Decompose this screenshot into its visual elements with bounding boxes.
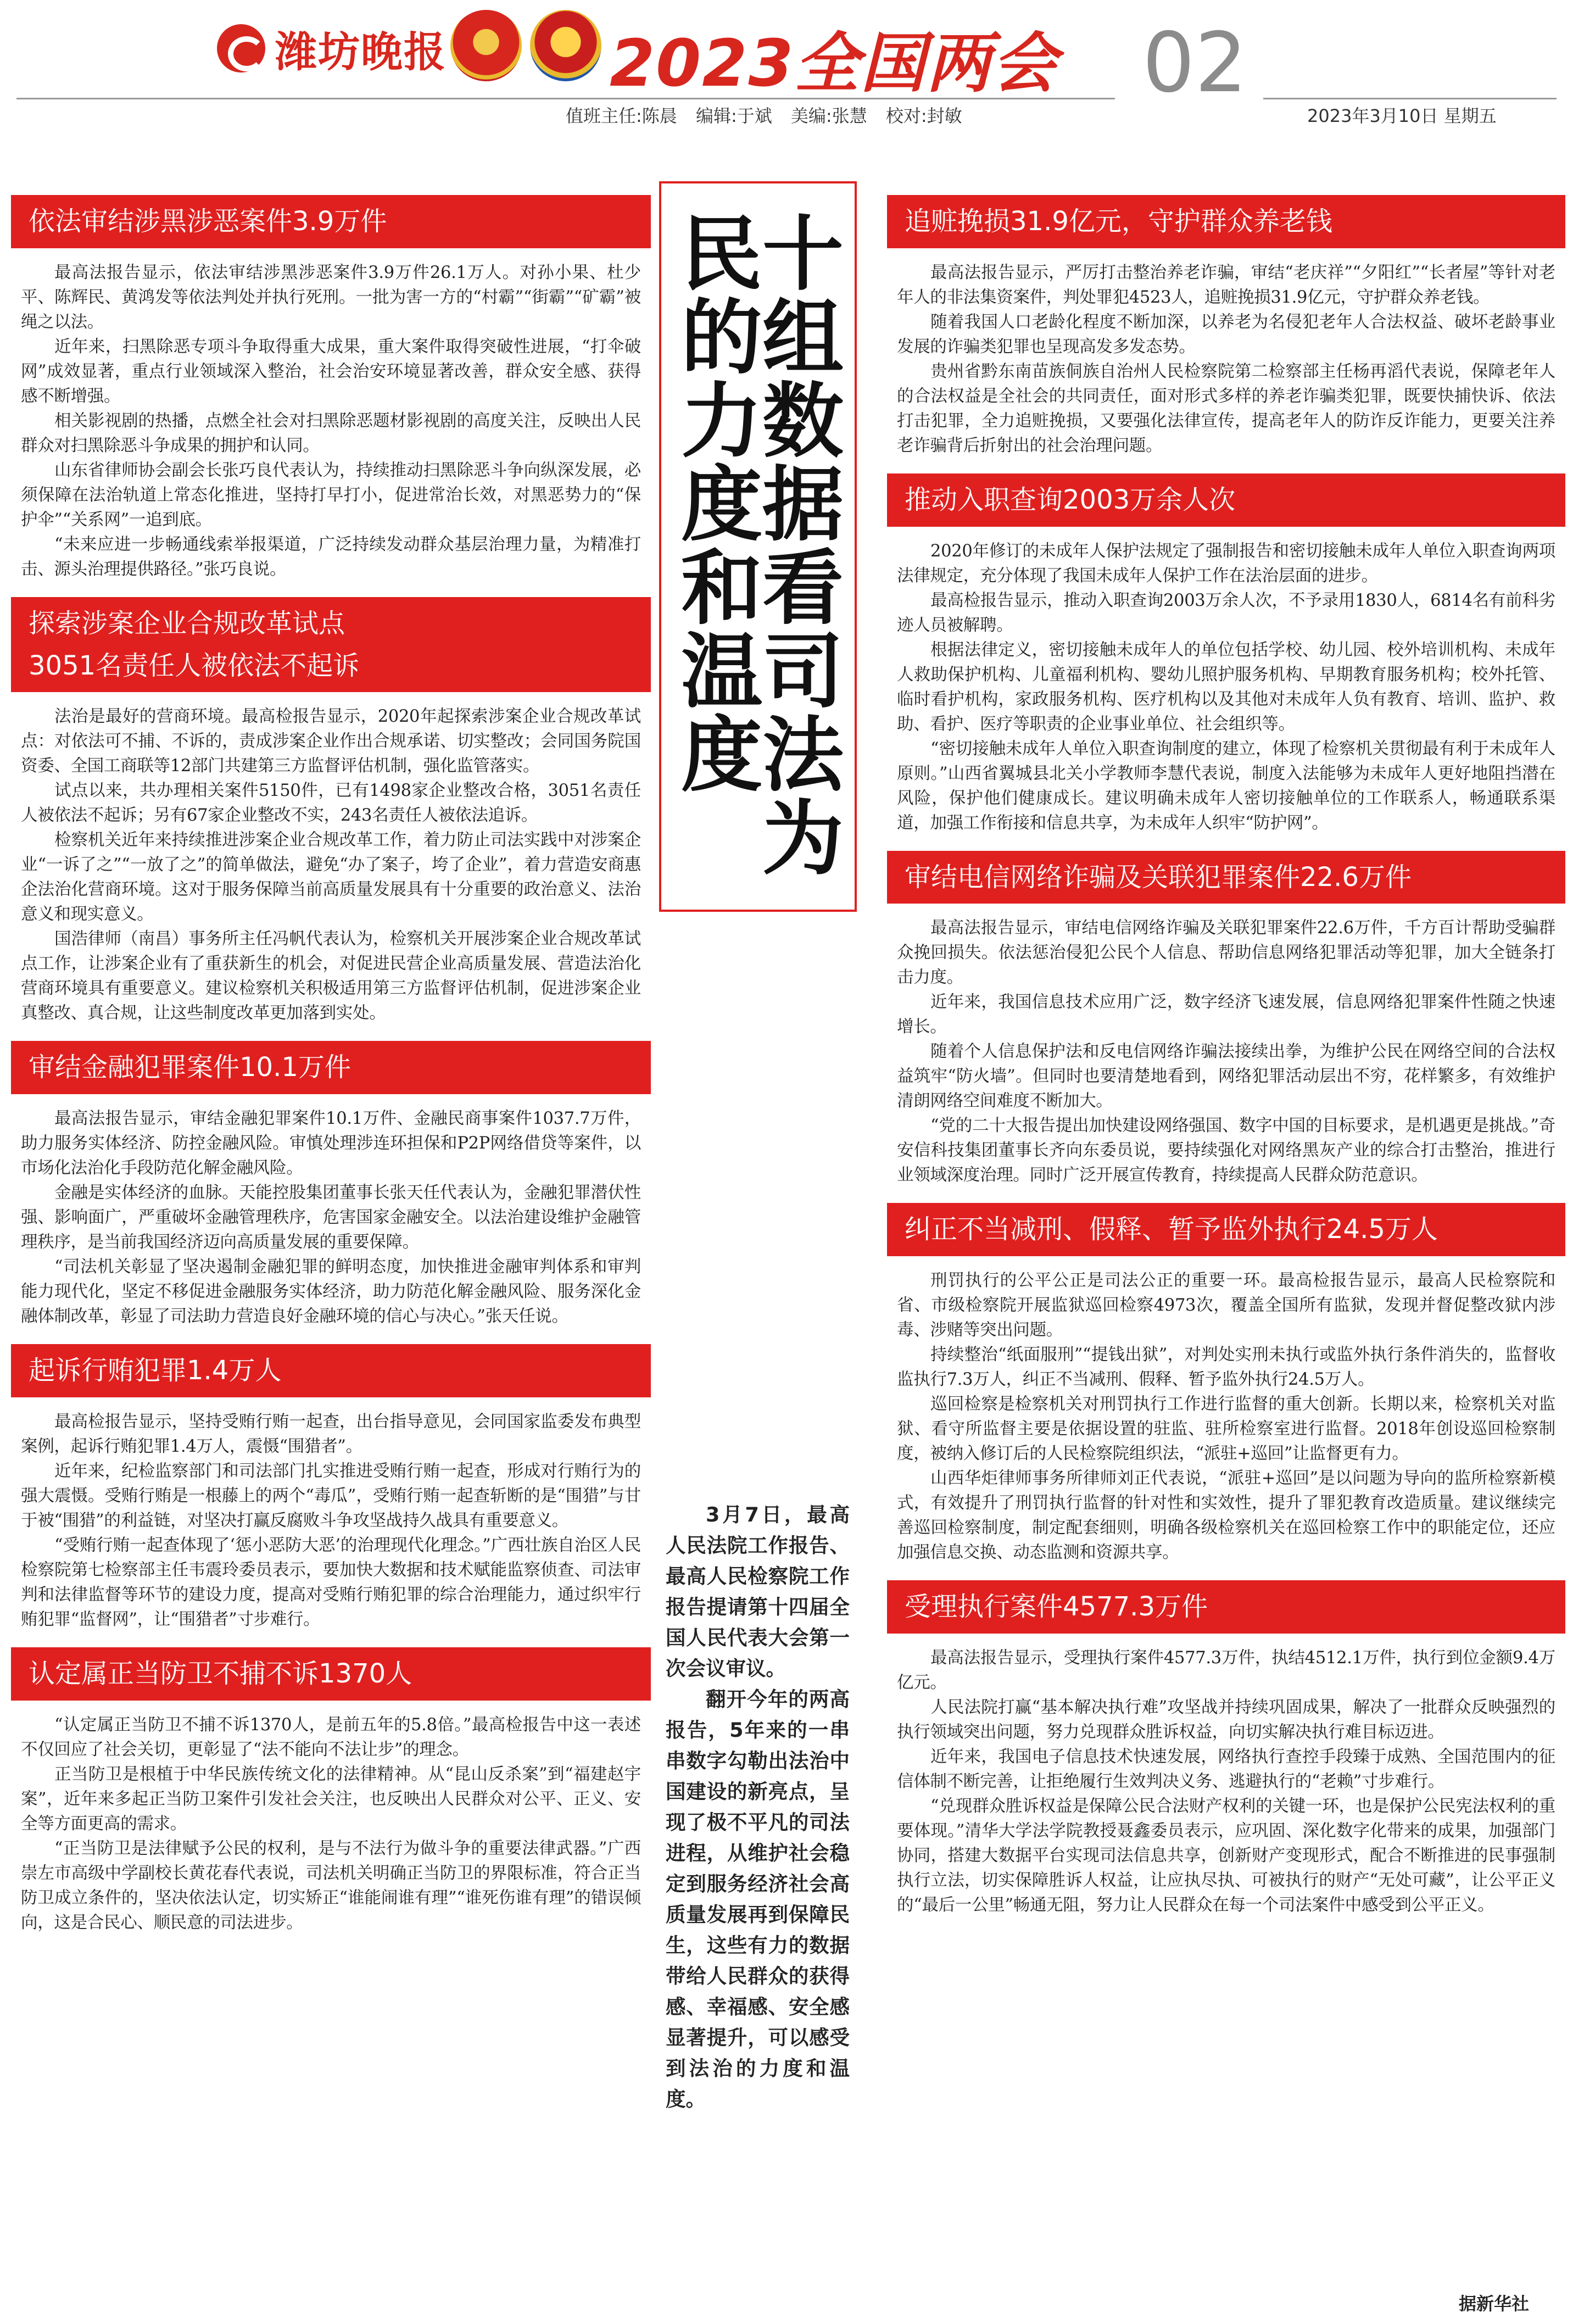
paragraph: 最高法报告显示，审结金融犯罪案件10.1万件、金融民商事案件1037.7万件，助力服务实体经济、防控金融风险。审慎处理涉连环担保和P2P网络借贷等案件，以市场化法治化手段防范化解金融风险。 bbox=[21, 1109, 641, 1178]
section-title-bar bbox=[11, 195, 651, 248]
section-subtitle: 3051名责任人被依法不起诉 bbox=[29, 650, 360, 681]
paragraph: 金融是实体经济的血脉。天能控股集团董事长张天任代表认为，金融犯罪潜伏性强、影响面广，严重破坏金融管理秩序，危害国家金融安全。以法治建设维护金融管理秩序，是当前我国经济迈向高质量发展的重要保障。 bbox=[21, 1183, 641, 1252]
paragraph: 国浩律师（南昌）事务所主任冯帆代表认为，检察机关开展涉案企业合规改革试点工作，让涉案企业有了重获新生的机会，对促进民营企业高质量发展、营造法治化营商环境具有重要意义。建议检察机关积极适用第三方监督评估机制，促进涉案企业真整改、真合规，让这些制度改革更加落到实处。 bbox=[21, 929, 641, 1023]
section-title-bar bbox=[887, 1203, 1565, 1256]
section-title: 受理执行案件4577.3万件 bbox=[905, 1591, 1208, 1623]
paragraph: “兑现群众胜诉权益是保障公民合法财产权利的关键一环，也是保护公民宪法权利的重要体现。”清华大学法学院教授聂鑫委员表示，应巩固、深化数字化带来的成果，加强部门协同，搭建大数据平台实现司法信息共享，创新财产变现形式，配合不断推进的民事强制执行立法，切实保障胜诉人权益，让应执尽执、可被执行的财产“无处可藏”，让公平正义的“最后一公里”畅通无阻，努力让人民群众在每一个司法案件中感受到公平正义。 bbox=[897, 1796, 1555, 1915]
section-title: 审结电信网络诈骗及关联犯罪案件22.6万件 bbox=[905, 861, 1412, 893]
section-title: 纠正不当减刑、假释、暂予监外执行24.5万人 bbox=[905, 1214, 1438, 1245]
masthead bbox=[0, 0, 1573, 137]
paragraph: 巡回检察是检察机关对刑罚执行工作进行监督的重大创新。长期以来，检察机关对监狱、看守所监督主要是依据设置的驻监、驻所检察室进行监督。2018年创设巡回检察制度，被纳入修订后的人民检察院组织法，“派驻+巡回”让监督更有力。 bbox=[897, 1395, 1555, 1464]
section-title-bar bbox=[11, 1344, 651, 1397]
paragraph: 近年来，我国信息技术应用广泛，数字经济飞速发展，信息网络犯罪案件性随之快速增长。 bbox=[897, 993, 1555, 1037]
paragraph: “受贿行贿一起查体现了‘惩小恶防大恶’的治理现代化理念。”广西壮族自治区人民检察院第七检察部主任韦震玲委员表示，要加快大数据和技术赋能监察侦查、司法审判和法律监督等环节的建设力度，提高对受贿行贿犯罪的综合治理能力，通过织牢行贿犯罪“监督网”，让“围猎者”寸步难行。 bbox=[21, 1535, 641, 1629]
lead-text bbox=[666, 1500, 850, 2115]
right-column bbox=[887, 195, 1565, 2315]
source-credit: 据新华社 bbox=[1458, 2293, 1529, 2314]
section-title: 认定属正当防卫不捕不诉1370人 bbox=[29, 1658, 412, 1689]
national-emblem-icon bbox=[450, 10, 522, 81]
article-section bbox=[887, 851, 1565, 1188]
section-title-bar bbox=[11, 1647, 651, 1701]
paragraph: 人民法院打赢“基本解决执行难”攻坚战并持续巩固成果，解决了一批群众反映强烈的执行领域突出问题，努力兑现群众胜诉权益，向切实解决执行难目标迈进。 bbox=[897, 1697, 1555, 1742]
paragraph: 山东省律师协会副会长张巧良代表认为，持续推动扫黑除恶斗争向纵深发展，必须保障在法治轨道上常态化推进，坚持打早打小，促进常治长效，对黑恶势力的“保护伞”“关系网”一追到底。 bbox=[21, 460, 641, 530]
article-section bbox=[11, 195, 651, 582]
paragraph: “未来应进一步畅通线索举报渠道，广泛持续发动群众基层治理力量，为精准打击、源头治理提供路径。”张巧良说。 bbox=[21, 534, 641, 579]
section-title: 审结金融犯罪案件10.1万件 bbox=[29, 1052, 351, 1083]
section-title: 推动入职查询2003万余人次 bbox=[905, 484, 1236, 515]
paragraph: 相关影视剧的热播，点燃全社会对扫黑除恶题材影视剧的高度关注，反映出人民群众对扫黑除恶斗争成果的拥护和认同。 bbox=[21, 411, 641, 455]
paragraph: 贵州省黔东南苗族侗族自治州人民检察院第二检察部主任杨再滔代表说，保障老年人的合法权益是全社会的共同责任，面对形式多样的养老诈骗类犯罪，既要快捕快诉、依法打击犯罪，全力追赃挽损，又要强化法律宣传，提高老年人的防诈反诈能力，更要关注养老诈骗背后折射出的社会治理问题。 bbox=[897, 361, 1555, 455]
paragraph: 最高法报告显示，审结电信网络诈骗及关联犯罪案件22.6万件，千方百计帮助受骗群众挽回损失。依法惩治侵犯公民个人信息、帮助信息网络犯罪活动等犯罪，加大全链条打击力度。 bbox=[897, 918, 1555, 988]
paragraph: 最高法报告显示，依法审结涉黑涉恶案件3.9万件26.1万人。对孙小果、杜少平、陈辉民、黄鸿发等依法判处并执行死刑。一批为害一方的“村霸”“街霸”“矿霸”被绳之以法。 bbox=[21, 263, 641, 332]
paragraph: 随着我国人口老龄化程度不断加深，以养老为名侵犯老年人合法权益、破坏老龄事业发展的诈骗类犯罪也呈现高发多发态势。 bbox=[897, 312, 1555, 356]
paragraph: 最高检报告显示，推动入职查询2003万余人次，不予录用1830人，6814名有前科劣迹人员被解聘。 bbox=[897, 590, 1555, 635]
paragraph: 根据法律定义，密切接触未成年人的单位包括学校、幼儿园、校外培训机构、未成年人救助保护机构、儿童福利机构、婴幼儿照护服务机构、早期教育服务机构；校外托管、临时看护机构，家政服务机构、医疗机构以及其他对未成年人负有教育、培训、监护、救助、看护、医疗等职责的企业事业单位、社会组织等。 bbox=[897, 640, 1555, 734]
paragraph: 最高法报告显示，受理执行案件4577.3万件，执结4512.1万件，执行到位金额9.4万亿元。 bbox=[897, 1648, 1555, 1692]
paragraph: “党的二十大报告提出加快建设网络强国、数字中国的目标要求，是机遇更是挑战。”奇安信科技集团董事长齐向东委员说，要持续强化对网络黑灰产业的综合打击整治，推进行业领域深度治理。同时广泛开展宣传教育，持续提高人民群众防范意识。 bbox=[897, 1116, 1555, 1185]
paper-logo bbox=[217, 15, 447, 81]
paragraph: 刑罚执行的公平公正是司法公正的重要一环。最高检报告显示，最高人民检察院和省、市级检察院开展监狱巡回检察4973次，覆盖全国所有监狱，发现并督促整改狱内涉毒、涉赌等突出问题。 bbox=[897, 1271, 1555, 1340]
article-section bbox=[11, 1344, 651, 1632]
paragraph: 近年来，扫黑除恶专项斗争取得重大成果，重大案件取得突破性进展，“打伞破网”成效显著，重点行业领域深入整治，社会治安环境显著改善，群众安全感、获得感不断增强。 bbox=[21, 337, 641, 406]
lead-paragraph: 翻开今年的两高报告，5年来的一串串数字勾勒出法治中国建设的新亮点，呈现了极不平凡的司法进程，从维护社会稳定到服务经济社会高质量发展再到保障民生，这些有力的数据带给人民群众的获得感、幸福感、安全感显著提升，可以感受到法治的力度和温度。 bbox=[666, 1687, 850, 2111]
section-title: 依法审结涉黑涉恶案件3.9万件 bbox=[29, 206, 387, 237]
section-title: 探索涉案企业合规改革试点 bbox=[29, 608, 345, 639]
lead-paragraph: 3月7日，最高人民法院工作报告、最高人民检察院工作报告提请第十四届全国人民代表大会第一次会议审议。 bbox=[666, 1503, 850, 1680]
paragraph: “认定属正当防卫不捕不诉1370人，是前五年的5.8倍。”最高检报告中这一表述不仅回应了社会关切，更彰显了“法不能向不法让步”的理念。 bbox=[21, 1715, 641, 1759]
publication-date: 2023年3月10日 星期五 bbox=[1307, 105, 1497, 126]
section-title-bar bbox=[11, 1041, 651, 1094]
left-column bbox=[11, 195, 651, 2315]
section-title-bar bbox=[887, 851, 1565, 904]
paragraph: 检察机关近年来持续推进涉案企业合规改革工作，着力防止司法实践中对涉案企业“一诉了之”“一放了之”的简单做法，避免“办了案子，垮了企业”，着力营造安商惠企法治化营商环境。这对于服务保障当前高质量发展具有十分重要的政治意义、法治意义和现实意义。 bbox=[21, 831, 641, 924]
article-section bbox=[887, 473, 1565, 835]
paragraph: 近年来，纪检监察部门和司法部门扎实推进受贿行贿一起查，形成对行贿行为的强大震慑。受贿行贿是一根藤上的两个“毒瓜”，受贿行贿一起查斩断的是“围猎”与甘于被“围猎”的利益链，对坚决打赢反腐败斗争攻坚战持久战具有重要意义。 bbox=[21, 1461, 641, 1530]
article-section bbox=[11, 1647, 651, 1935]
section-title: 追赃挽损31.9亿元，守护群众养老钱 bbox=[905, 206, 1332, 237]
staff-credits: 值班主任:陈晨 编辑:于斌 美编:张慧 校对:封敏 bbox=[566, 105, 962, 126]
paragraph: 正当防卫是根植于中华民族传统文化的法律精神。从“昆山反杀案”到“福建赵宇案”，近年来多起正当防卫案件引发社会关注，也反映出人民群众对公平、正义、安全等方面更高的需求。 bbox=[21, 1764, 641, 1833]
newspaper-logo-icon bbox=[217, 24, 265, 73]
paragraph: “司法机关彰显了坚决遏制金融犯罪的鲜明态度，加快推进金融审判体系和审判能力现代化，坚定不移促进金融服务实体经济，助力防范化解金融风险、服务深化金融体制改革，彰显了司法助力营造良好金融环境的信心与决心。”张天任说。 bbox=[21, 1257, 641, 1327]
page-headline: 十组数据看司法为民的力度和温度 bbox=[668, 211, 844, 879]
section-title-bar bbox=[887, 195, 1565, 248]
paragraph: 随着个人信息保护法和反电信网络诈骗法接续出拳，为维护公民在网络空间的合法权益筑牢“防火墙”。但同时也要清楚地看到，网络犯罪活动层出不穷，花样繁多，有效维护清朗网络空间难度不断加大。 bbox=[897, 1042, 1555, 1111]
paragraph: 山西华炬律师事务所律师刘正代表说，“派驻+巡回”是以问题为导向的监所检察新模式，有效提升了刑罚执行监督的针对性和实效性，提升了罪犯教育改造质量。建议继续完善巡回检察制度，制定配套细则，明确各级检察机关在巡回检察工作中的职能定位，还应加强信息交换、动态监测和资源共享。 bbox=[897, 1469, 1555, 1563]
paragraph: 持续整治“纸面服刑”“提钱出狱”，对判处实刑未执行或监外执行条件消失的，监督收监执行7.3万人，纠正不当减刑、假释、暂予监外执行24.5万人。 bbox=[897, 1345, 1555, 1390]
paragraph: 最高检报告显示，坚持受贿行贿一起查，出台指导意见，会同国家监委发布典型案例，起诉行贿犯罪1.4万人，震慑“围猎者”。 bbox=[21, 1412, 641, 1456]
article-section bbox=[11, 597, 651, 1026]
article-section bbox=[887, 195, 1565, 458]
paper-name: 潍坊晚报 bbox=[275, 27, 447, 76]
header-rule-right bbox=[1263, 98, 1557, 99]
paragraph: 法治是最好的营商环境。最高检报告显示，2020年起探索涉案企业合规改革试点：对依法可不捕、不诉的，责成涉案企业作出合规承诺、切实整改；会同国务院国资委、全国工商联等12部门共建第三方监督评估机制，强化监管落实。 bbox=[21, 707, 641, 776]
event-title: 2023全国两会 bbox=[610, 25, 1058, 101]
paragraph: “正当防卫是法律赋予公民的权利，是与不法行为做斗争的重要法律武器。”广西崇左市高级中学副校长黄花春代表说，司法机关明确正当防卫的界限标准，符合正当防卫成立条件的，坚决依法认定，切实矫正“谁能闹谁有理”“谁死伤谁有理”的错误倾向，这是合民心、顺民意的司法进步。 bbox=[21, 1838, 641, 1932]
article-section bbox=[887, 1203, 1565, 1565]
header-rule bbox=[16, 98, 1115, 99]
paragraph: 试点以来，共办理相关案件5150件，已有1498家企业整改合格，3051名责任人被依法不起诉；另有67家企业整改不实，243名责任人被依法追诉。 bbox=[21, 781, 641, 826]
section-title-bar bbox=[887, 473, 1565, 527]
section-title-bar bbox=[11, 597, 651, 693]
paragraph: 近年来，我国电子信息技术快速发展，网络执行查控手段臻于成熟、全国范围内的征信体制不断完善，让拒绝履行生效判决义务、逃避执行的“老赖”寸步难行。 bbox=[897, 1747, 1555, 1791]
cppcc-emblem-icon bbox=[530, 10, 601, 81]
paragraph: “密切接触未成年人单位入职查询制度的建立，体现了检察机关贯彻最有利于未成年人原则。”山西省翼城县北关小学教师李慧代表说，制度入法能够为未成年人更好地阻挡潜在风险，保护他们健康成长。建议明确未成年人密切接触单位的工作联系人，畅通联系渠道，加强工作衔接和信息共享，为未成年人织牢“防护网”。 bbox=[897, 739, 1555, 833]
article-section bbox=[11, 1041, 651, 1329]
paragraph: 最高法报告显示，严厉打击整治养老诈骗，审结“老庆祥”“夕阳红”“长者屋”等针对老年人的非法集资案件，判处罪犯4523人，追赃挽损31.9亿元，守护群众养老钱。 bbox=[897, 263, 1555, 307]
section-title: 起诉行贿犯罪1.4万人 bbox=[29, 1355, 282, 1386]
page-number: 02 bbox=[1142, 15, 1247, 111]
paragraph: 2020年修订的未成年人保护法规定了强制报告和密切接触未成年人单位入职查询两项法律规定，充分体现了我国未成年人保护工作在法治层面的进步。 bbox=[897, 541, 1555, 586]
headline-box bbox=[659, 181, 857, 912]
section-title-bar bbox=[887, 1580, 1565, 1634]
article-section bbox=[887, 1580, 1565, 1918]
